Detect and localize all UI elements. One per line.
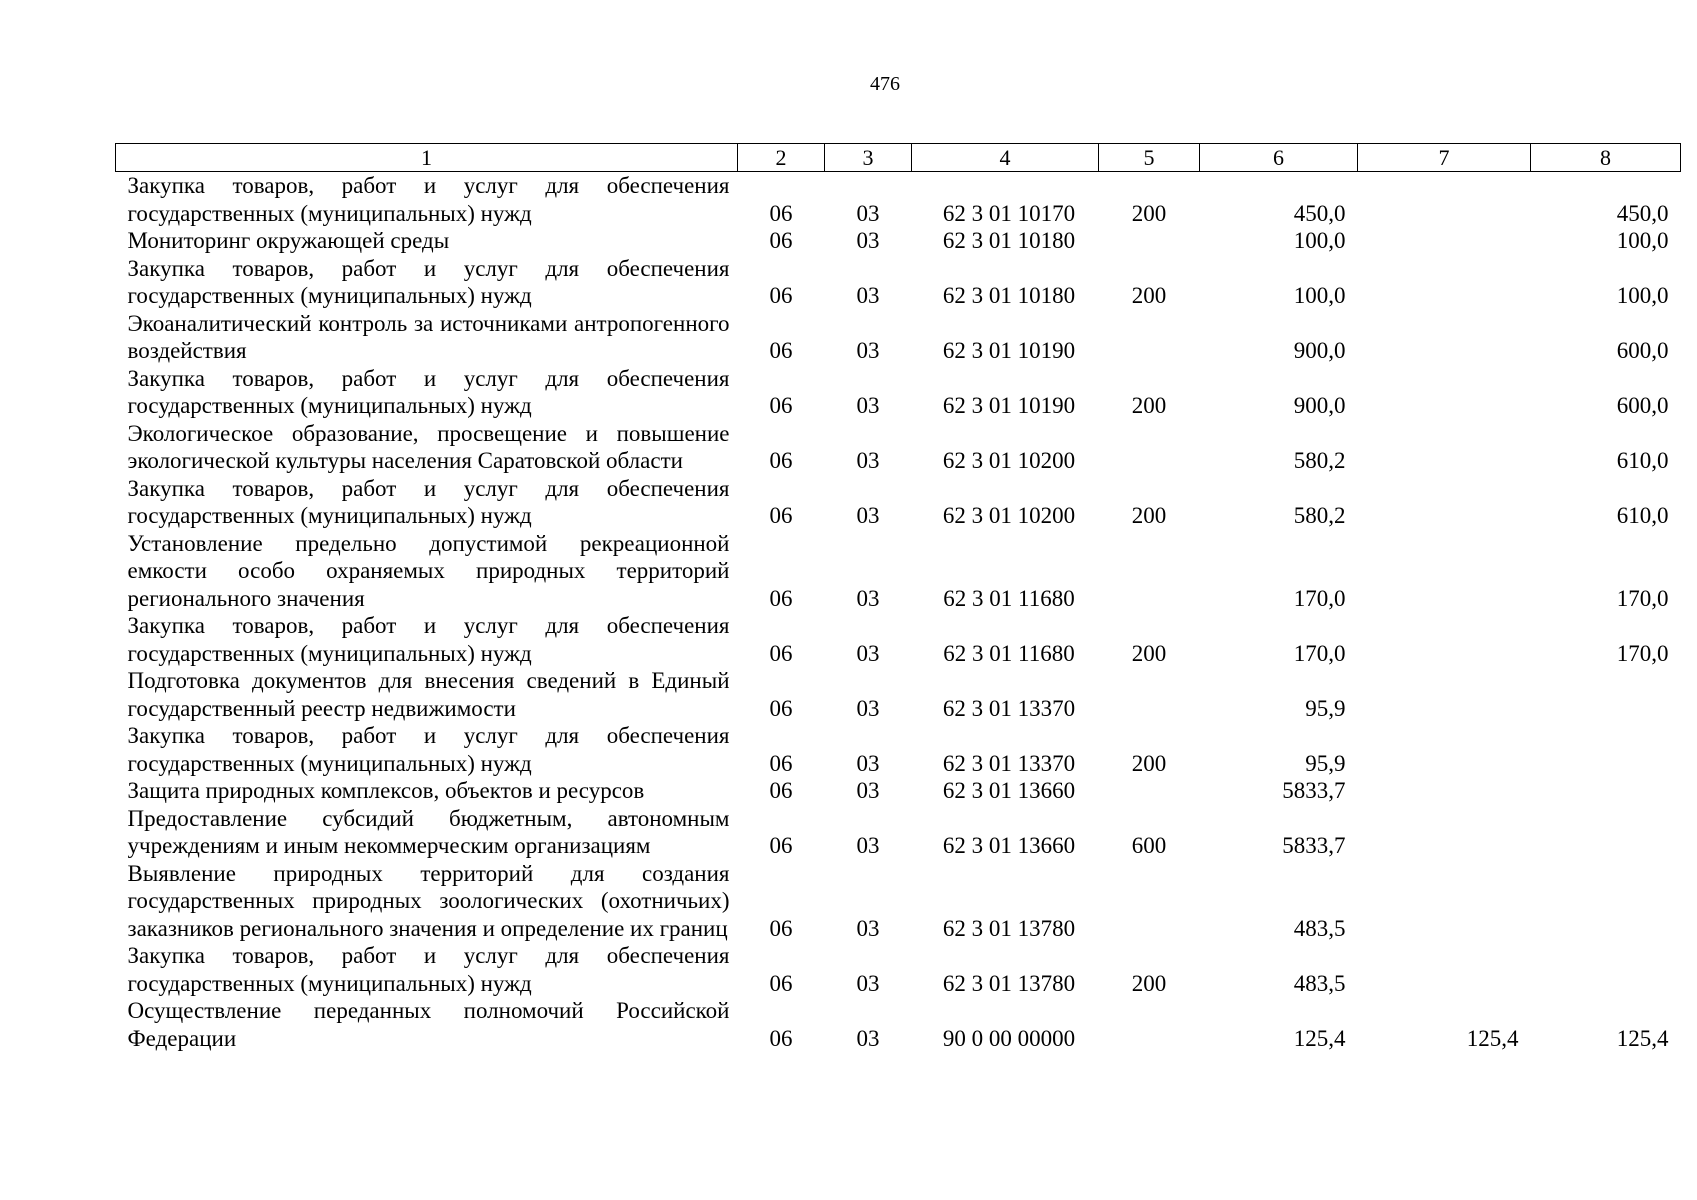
target-article-cell: 62 3 01 11680 <box>943 640 1075 666</box>
header-cell-8: 8 <box>1531 144 1681 172</box>
amount-col6-cell: 900,0 <box>1293 393 1346 418</box>
header-cell-2: 2 <box>738 144 825 172</box>
subsection-code-cell: 03 <box>856 640 880 666</box>
target-article-cell: 62 3 01 10190 <box>942 338 1076 363</box>
amount-col6-cell: 900,0 <box>1293 338 1346 363</box>
amount-col8-cell <box>1531 722 1681 777</box>
subsection-code-cell: 03 <box>856 778 880 803</box>
expense-type-cell: 200 <box>1131 750 1167 776</box>
subsection-code-cell: 03 <box>856 750 880 776</box>
amount-col6-cell: 580,2 <box>1293 448 1346 473</box>
section-code-cell: 06 <box>769 228 793 253</box>
amount-col6-cell: 483,5 <box>1293 970 1346 996</box>
table-row <box>116 777 1681 805</box>
amount-col6-cell: 170,0 <box>1293 640 1346 666</box>
expense-type-cell <box>1099 667 1200 722</box>
amount-col7-cell <box>1358 860 1531 943</box>
amount-col7-cell <box>1358 475 1531 530</box>
amount-col8-cell <box>1531 860 1681 943</box>
amount-col6-cell: 95,9 <box>1305 750 1346 776</box>
subsection-code-cell: 03 <box>856 393 880 418</box>
target-article-cell: 62 3 01 10180 <box>942 228 1076 253</box>
section-code-cell: 06 <box>769 750 793 776</box>
header-cell-6: 6 <box>1200 144 1358 172</box>
subsection-code-cell: 03 <box>856 695 880 721</box>
expense-type-cell <box>1099 227 1200 255</box>
row-name-cell: Экоаналитический контроль за источниками антропогенного воздействия <box>127 310 730 363</box>
section-code-cell: 06 <box>769 640 793 666</box>
subsection-code-cell: 03 <box>856 448 880 473</box>
row-name-cell: Установление предельно допустимой рекреационной емкости особо охраняемых природных территорий регионального значения <box>127 530 730 611</box>
amount-col8-cell: 125,4 <box>1616 1025 1669 1051</box>
section-code-cell: 06 <box>769 448 793 473</box>
row-name-cell: Закупка товаров, работ и услуг для обеспечения государственных (муниципальных) нужд <box>127 475 730 528</box>
row-name-cell: Защита природных комплексов, объектов и ресурсов <box>127 778 645 803</box>
target-article-cell: 62 3 01 13660 <box>942 833 1076 858</box>
amount-col6-cell: 125,4 <box>1293 1025 1346 1051</box>
table-row <box>116 365 1681 420</box>
row-name-cell: Предоставление субсидий бюджетным, автономным учреждениям и иным некоммерческим организациям <box>127 805 730 858</box>
subsection-code-cell: 03 <box>856 200 880 226</box>
amount-col7-cell <box>1358 530 1531 613</box>
amount-col8-cell: 170,0 <box>1616 640 1669 666</box>
expense-type-cell <box>1099 530 1200 613</box>
expense-type-cell: 200 <box>1131 283 1167 308</box>
amount-col6-cell: 5833,7 <box>1282 833 1346 858</box>
header-cell-1: 1 <box>116 144 738 172</box>
expense-type-cell: 200 <box>1131 503 1167 528</box>
subsection-code-cell: 03 <box>856 833 880 858</box>
subsection-code-cell: 03 <box>856 1025 880 1051</box>
table-row <box>116 722 1681 777</box>
target-article-cell: 62 3 01 11680 <box>943 585 1075 611</box>
amount-col8-cell <box>1531 942 1681 997</box>
section-code-cell: 06 <box>769 283 793 308</box>
amount-col6-cell: 100,0 <box>1293 283 1346 308</box>
amount-col6-cell: 95,9 <box>1305 695 1346 721</box>
page-number: 476 <box>870 73 900 95</box>
section-code-cell: 06 <box>769 833 793 858</box>
amount-col7-cell <box>1358 255 1531 310</box>
amount-col8-cell: 610,0 <box>1616 448 1669 473</box>
row-name-cell: Осуществление переданных полномочий Российской Федерации <box>127 998 730 1051</box>
table-row <box>116 667 1681 722</box>
amount-col6-cell: 580,2 <box>1293 503 1346 528</box>
amount-col7-cell <box>1358 420 1531 475</box>
table-row <box>116 530 1681 613</box>
section-code-cell: 06 <box>769 393 793 418</box>
row-name-cell: Закупка товаров, работ и услуг для обеспечения государственных (муниципальных) нужд <box>127 943 730 996</box>
expense-type-cell: 200 <box>1131 200 1167 226</box>
table-row <box>116 420 1681 475</box>
row-name-cell: Закупка товаров, работ и услуг для обеспечения государственных (муниципальных) нужд <box>127 255 730 308</box>
header-cell-4: 4 <box>912 144 1099 172</box>
section-code-cell: 06 <box>769 338 793 363</box>
row-name-cell: Закупка товаров, работ и услуг для обеспечения государственных (муниципальных) нужд <box>127 365 730 418</box>
subsection-code-cell: 03 <box>856 503 880 528</box>
amount-col7-cell <box>1358 310 1531 365</box>
amount-col7-cell <box>1358 777 1531 805</box>
amount-col7-cell <box>1358 227 1531 255</box>
target-article-cell: 62 3 01 10200 <box>942 448 1076 473</box>
amount-col8-cell <box>1531 805 1681 860</box>
table-row <box>116 227 1681 255</box>
expense-type-cell: 200 <box>1131 393 1167 418</box>
subsection-code-cell: 03 <box>856 585 880 611</box>
amount-col8-cell: 100,0 <box>1616 228 1669 253</box>
target-article-cell: 62 3 01 13370 <box>942 695 1076 721</box>
section-code-cell: 06 <box>769 503 793 528</box>
target-article-cell: 62 3 01 10200 <box>942 503 1076 528</box>
budget-table <box>115 143 1681 1052</box>
amount-col6-cell: 5833,7 <box>1282 778 1346 803</box>
row-name-cell: Мониторинг окружающей среды <box>127 228 450 253</box>
section-code-cell: 06 <box>769 200 793 226</box>
target-article-cell: 62 3 01 13780 <box>942 970 1076 996</box>
table-row <box>116 942 1681 997</box>
amount-col6-cell: 450,0 <box>1293 200 1346 226</box>
table-row <box>116 172 1681 228</box>
subsection-code-cell: 03 <box>856 338 880 363</box>
expense-type-cell <box>1099 997 1200 1052</box>
subsection-code-cell: 03 <box>856 970 880 996</box>
section-code-cell: 06 <box>769 695 793 721</box>
subsection-code-cell: 03 <box>856 915 880 941</box>
table-row <box>116 997 1681 1052</box>
section-code-cell: 06 <box>769 915 793 941</box>
expense-type-cell <box>1099 777 1200 805</box>
section-code-cell: 06 <box>769 585 793 611</box>
table-row <box>116 805 1681 860</box>
row-name-cell: Закупка товаров, работ и услуг для обеспечения государственных (муниципальных) нужд <box>127 173 730 226</box>
amount-col8-cell <box>1531 777 1681 805</box>
target-article-cell: 62 3 01 10190 <box>942 393 1076 418</box>
table-body <box>116 172 1681 1053</box>
row-name-cell: Подготовка документов для внесения сведений в Единый государственный реестр недвижимости <box>127 668 730 721</box>
section-code-cell: 06 <box>769 970 793 996</box>
amount-col8-cell: 100,0 <box>1616 283 1669 308</box>
amount-col8-cell <box>1531 667 1681 722</box>
amount-col7-cell <box>1358 612 1531 667</box>
target-article-cell: 62 3 01 13780 <box>942 915 1076 941</box>
amount-col7-cell: 125,4 <box>1466 1025 1519 1051</box>
table-row <box>116 310 1681 365</box>
expense-type-cell: 600 <box>1131 833 1167 858</box>
target-article-cell: 62 3 01 10180 <box>942 283 1076 308</box>
table-row <box>116 860 1681 943</box>
table-row <box>116 255 1681 310</box>
table-header <box>116 144 1681 172</box>
expense-type-cell <box>1099 420 1200 475</box>
section-code-cell: 06 <box>769 778 793 803</box>
amount-col6-cell: 483,5 <box>1293 915 1346 941</box>
row-name-cell: Закупка товаров, работ и услуг для обеспечения государственных (муниципальных) нужд <box>127 723 730 776</box>
row-name-cell: Закупка товаров, работ и услуг для обеспечения государственных (муниципальных) нужд <box>127 613 730 666</box>
target-article-cell: 90 0 00 00000 <box>942 1025 1076 1051</box>
amount-col7-cell <box>1358 365 1531 420</box>
amount-col7-cell <box>1358 942 1531 997</box>
header-cell-7: 7 <box>1358 144 1531 172</box>
budget-table-container <box>115 143 1681 1052</box>
section-code-cell: 06 <box>769 1025 793 1051</box>
table-row <box>116 475 1681 530</box>
header-cell-3: 3 <box>825 144 912 172</box>
table-row <box>116 612 1681 667</box>
header-cell-5: 5 <box>1099 144 1200 172</box>
amount-col8-cell: 600,0 <box>1616 338 1669 363</box>
expense-type-cell: 200 <box>1131 970 1167 996</box>
amount-col6-cell: 100,0 <box>1293 228 1346 253</box>
amount-col7-cell <box>1358 805 1531 860</box>
subsection-code-cell: 03 <box>856 283 880 308</box>
target-article-cell: 62 3 01 10170 <box>942 200 1076 226</box>
header-row <box>116 144 1681 172</box>
subsection-code-cell: 03 <box>856 228 880 253</box>
row-name-cell: Выявление природных территорий для создания государственных природных зоологических (охотничьих) заказников регионального значения и определение их границ <box>127 860 730 941</box>
amount-col8-cell: 450,0 <box>1616 200 1669 226</box>
amount-col7-cell <box>1358 172 1531 228</box>
amount-col8-cell: 170,0 <box>1616 585 1669 611</box>
target-article-cell: 62 3 01 13660 <box>942 778 1076 803</box>
target-article-cell: 62 3 01 13370 <box>942 750 1076 776</box>
amount-col7-cell <box>1358 722 1531 777</box>
amount-col6-cell: 170,0 <box>1293 585 1346 611</box>
expense-type-cell <box>1099 860 1200 943</box>
amount-col7-cell <box>1358 667 1531 722</box>
expense-type-cell <box>1099 310 1200 365</box>
amount-col8-cell: 600,0 <box>1616 393 1669 418</box>
amount-col8-cell: 610,0 <box>1616 503 1669 528</box>
expense-type-cell: 200 <box>1131 640 1167 666</box>
row-name-cell: Экологическое образование, просвещение и повышение экологической культуры населения Саратовской области <box>127 420 730 473</box>
